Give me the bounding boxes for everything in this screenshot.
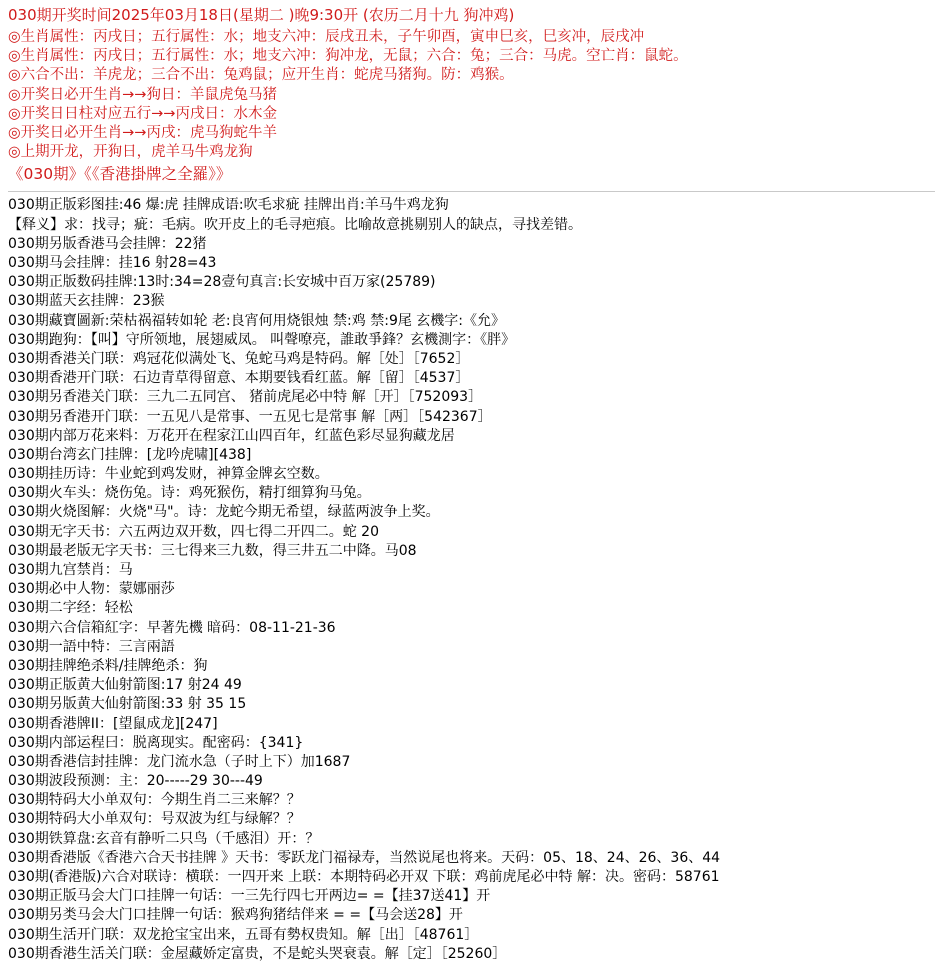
info-line: 030期正版彩图挂:46 爆:虎 挂牌成语:吹毛求疵 挂牌出肖:羊马牛鸡龙狗 <box>8 197 449 214</box>
info-line: 030期蓝天玄挂牌：23猴 <box>8 293 165 310</box>
info-line: 030期(香港版)六合对联诗：横联：一四开来 上联：本期特码必开双 下联：鸡前虎尾必中特 解：决。密码：58761 <box>8 869 720 886</box>
info-line: 030期挂牌绝杀料/挂牌绝杀：狗 <box>8 657 208 674</box>
zodiac-attributes-block <box>8 27 935 162</box>
info-line: 【释义】求：找寻；疵：毛病。吹开皮上的毛寻疤痕。比喻故意挑剔别人的缺点，寻找差错。 <box>8 216 582 233</box>
zodiac-line: ◎开奖日日柱对应五行→→丙戌日：水木金 <box>8 105 277 122</box>
zodiac-line: ◎开奖日必开生肖→→丙戌：虎马狗蛇牛羊 <box>8 125 277 142</box>
info-line: 030期内部运程曰：脱离现实。配密码：{341} <box>8 734 304 751</box>
info-line: 030期跑狗：【叫】守所领地，展翅威凤。 叫聲嘹亮，誰敢爭鋒？玄機測字：《胖》 <box>8 331 516 348</box>
zodiac-line: ◎开奖日必开生肖→→狗日：羊鼠虎兔马猪 <box>8 86 277 103</box>
info-line: 030期二字经：轻松 <box>8 600 133 617</box>
info-line: 030期正版马会大门口挂牌一句话：一三先行四七开两边= =【挂37送41】开 <box>8 888 491 905</box>
info-line: 030期台湾玄门挂牌：[龙吟虎啸][438] <box>8 446 252 463</box>
info-line: 030期波段预测：主：20-----29 30---49 <box>8 773 263 790</box>
info-line: 030期香港版《香港六合天书挂牌 》天书：零跃龙门福禄寿，当然说尾也将来。天码：05、18、24、26、36、44 <box>8 849 721 866</box>
zodiac-line: ◎上期开龙，开狗日，虎羊马牛鸡龙狗 <box>8 144 253 161</box>
info-line: 030期香港牌II：[望鼠成龙][247] <box>8 715 218 732</box>
info-line: 030期另香港关门联：三九二五同宫、 猪前虎尾必中特 解［开］［752093］ <box>8 389 483 406</box>
info-line: 030期无字天书：六五两边双开数，四七得二开四二。蛇 20 <box>8 523 379 540</box>
zodiac-line: ◎生肖属性：丙戌日；五行属性：水；地支六冲：辰戌丑未，子午卯酉，寅申巳亥，巳亥冲，辰戌冲 <box>8 28 645 45</box>
info-line: 030期火烧图解：火烧"马"。诗：龙蛇今期无希望，绿蓝两波争上奖。 <box>8 504 440 521</box>
info-line: 030期马会挂牌：挂16 射28=43 <box>8 255 217 272</box>
info-line: 030期另类马会大门口挂牌一句话：猴鸡狗猪结伴来 = =【马会送28】开 <box>8 907 463 924</box>
lottery-body-block <box>8 196 935 963</box>
info-line: 030期铁算盘:玄音有静听二只鸟（千感泪）开：？ <box>8 830 320 847</box>
info-line: 030期藏寶圖新:荣枯祸福转如轮 老:良宵何用烧银烛 禁:鸡 禁:9尾 玄機字:《允》 <box>8 312 506 329</box>
zodiac-line: ◎六合不出：羊虎龙；三合不出：兔鸡鼠；应开生肖：蛇虎马猪狗。防：鸡猴。 <box>8 67 514 84</box>
info-line: 030期挂历诗：牛业蛇到鸡发财，神算金牌玄空数。 <box>8 466 329 483</box>
info-line: 030期正版黄大仙射箭图:17 射24 49 <box>8 677 242 694</box>
info-line: 030期九宫禁肖：马 <box>8 562 133 579</box>
info-line: 030期一語中特：三言兩語 <box>8 638 175 655</box>
info-line: 030期火车头：烧伤兔。诗：鸡死猴伤，精打细算狗马兔。 <box>8 485 371 502</box>
info-line: 030期香港信封挂牌：龙门流水急（子时上下）加1687 <box>8 753 351 770</box>
info-line: 030期必中人物：蒙娜丽莎 <box>8 581 175 598</box>
info-line: 030期六合信箱紅字：早著先機 暗码：08-11-21-36 <box>8 619 336 636</box>
section-header: 《030期》《《香港掛牌之全羅》》 <box>8 165 232 184</box>
page-title: 030期开奖时间2025年03月18日(星期二 )晚9:30开 (农历二月十九 狗冲鸡) <box>8 6 515 25</box>
info-line: 030期香港关门联：鸡冠花似满处飞、兔蛇马鸡是特码。解［处］［7652］ <box>8 350 470 367</box>
info-line: 030期正版数码挂牌:13时:34=28壹句真言:长安城中百万家(25789) <box>8 274 436 291</box>
info-line: 030期最老版无字天书：三七得来三九数，得三井五二中降。马08 <box>8 542 417 559</box>
divider <box>8 191 935 192</box>
info-line: 030期特码大小单双句：今期生肖二三来解？？ <box>8 792 301 809</box>
zodiac-line: ◎生肖属性：丙戌日；五行属性：水；地支六冲：狗冲龙，无鼠；六合：兔；三合：马虎。空亡肖：鼠蛇。 <box>8 48 688 65</box>
info-line: 030期另版香港马会挂牌：22猪 <box>8 235 207 252</box>
info-line: 030期另版黄大仙射箭图:33 射 35 15 <box>8 696 247 713</box>
info-line: 030期另香港开门联：一五见八是常事、一五见七是常事 解［两］［542367］ <box>8 408 492 425</box>
info-line: 030期香港开门联：石边青草得留意、本期要钱看红蓝。解［留］［4537］ <box>8 370 470 387</box>
info-line: 030期生活开门联：双龙抢宝宝出来，五哥有勢权贵知。解［出］［48761］ <box>8 926 479 943</box>
info-line: 030期香港生活关门联：金屋藏娇定富贵，不是蛇头哭衰袁。解［定］［25260］ <box>8 945 507 962</box>
info-line: 030期内部万花来料：万花开在程家江山四百年，红蓝色彩尽显狗藏龙居 <box>8 427 455 444</box>
info-line: 030期特码大小单双句：号双波为红与绿解？？ <box>8 811 301 828</box>
